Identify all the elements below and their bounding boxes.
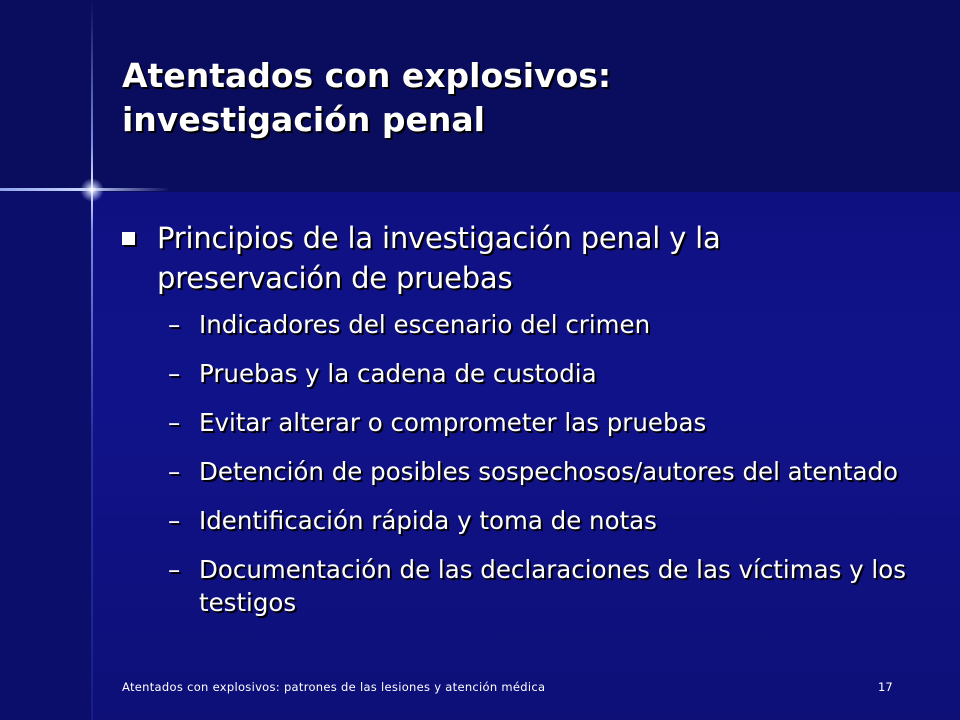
page-number: 17 (878, 680, 893, 694)
sub-bullet-item (168, 406, 910, 439)
dash-icon: – (168, 310, 181, 339)
square-bullet-icon (122, 232, 135, 245)
dash-icon: – (168, 506, 181, 535)
sub-bullet-text: Pruebas y la cadena de custodia (199, 359, 597, 388)
dash-icon: – (168, 359, 181, 388)
light-flare-icon (80, 178, 104, 202)
sub-bullet-text: Detención de posibles sospechosos/autores del atentado (199, 457, 899, 486)
sub-bullet-list (120, 308, 910, 619)
dash-icon: – (168, 457, 181, 486)
slide-title (122, 54, 912, 142)
dash-icon: – (168, 408, 181, 437)
sub-bullet-item (168, 357, 910, 390)
sub-bullet-item (168, 553, 910, 619)
slide-body (120, 218, 910, 635)
sub-bullet-text: Indicadores del escenario del crimen (199, 310, 651, 339)
left-band (0, 192, 92, 720)
sub-bullet-item (168, 308, 910, 341)
vertical-light-line (91, 0, 93, 720)
slide-title-line-2: investigación penal (122, 100, 485, 139)
sub-bullet-text: Evitar alterar o comprometer las pruebas (199, 408, 707, 437)
main-bullet (120, 218, 910, 298)
sub-bullet-item (168, 455, 910, 488)
slide-footer: Atentados con explosivos: patrones de las lesiones y atención médica (122, 680, 546, 694)
main-bullet-text: Principios de la investigación penal y la preservación de pruebas (157, 221, 721, 295)
dash-icon: – (168, 555, 181, 584)
slide-title-line-1: Atentados con explosivos: (122, 56, 612, 95)
sub-bullet-text: Documentación de las declaraciones de las víctimas y los testigos (199, 555, 906, 617)
sub-bullet-item (168, 504, 910, 537)
sub-bullet-text: Identificación rápida y toma de notas (199, 506, 657, 535)
